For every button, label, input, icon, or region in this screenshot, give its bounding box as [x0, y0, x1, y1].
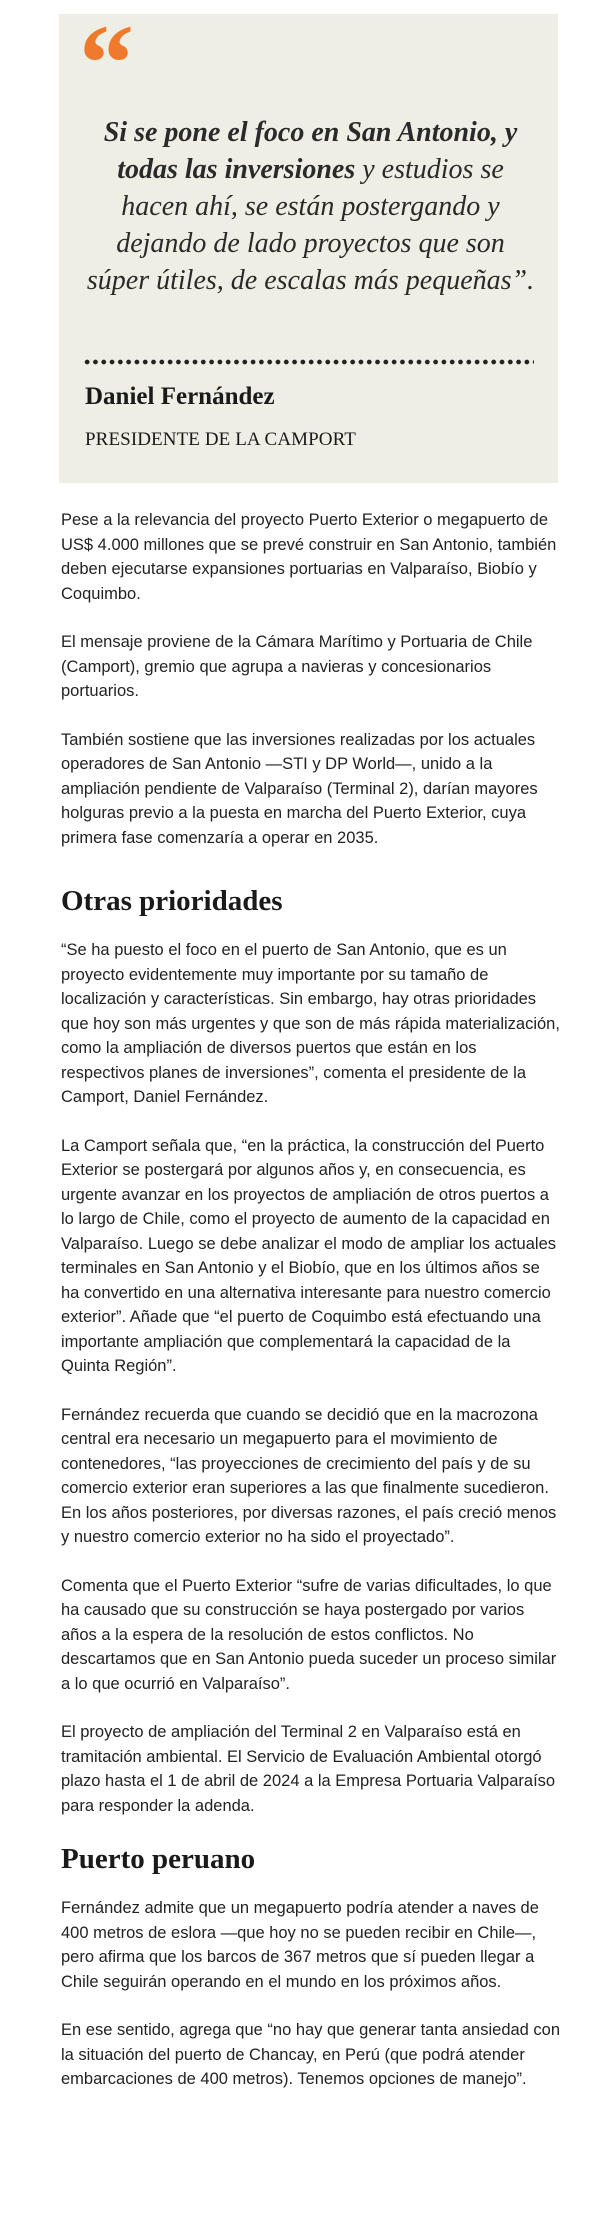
paragraph: El mensaje proviene de la Cámara Marítimo y Portuaria de Chile (Camport), gremio que agrupa a navieras y concesionarios portuarios.	[61, 633, 533, 700]
paragraph: La Camport señala que, “en la práctica, la construcción del Puerto Exterior se postergará por algunos años y, en consecuencia, es urgente avanzar en los proyectos de ampliación de otros puertos a lo largo de Chile, como el proyecto de aumento de la capacidad en Valparaíso. Luego se debe analizar el modo de ampliar los actuales terminales en San Antonio y el Biobío, que en los últimos años se ha convertido en una alternativa interesante para nuestro comercio exterior”. Añade que “el puerto de Coquimbo está efectuando una importante ampliación que complementará la capacidad de la Quinta Región”.	[61, 1136, 556, 1375]
paragraph: Fernández recuerda que cuando se decidió que en la macrozona central era necesario un megapuerto para el movimiento de contenedores, “las proyecciones de crecimiento del país y de su comercio exterior eran superiores a las que finalmente sucedieron. En los años posteriores, por diversas razones, el país creció menos y nuestro comercio exterior no ha sido el proyectado”.	[61, 1405, 557, 1546]
paragraph: Pese a la relevancia del proyecto Puerto Exterior o megapuerto de US$ 4.000 millones que se prevé construir en San Antonio, también deben ejecutarse expansiones portuarias en Valparaíso, Biobío y Coquimbo.	[61, 511, 557, 603]
quote-author: Daniel Fernández	[85, 383, 275, 410]
paragraph: “Se ha puesto el foco en el puerto de San Antonio, que es un proyecto evidentemente muy importante por su tamaño de localización y características. Sin embargo, hay otras prioridades que hoy son más urgentes y que son de más rápida materialización, como la ampliación de diversos puertos que están en los respectivos planes de inversiones”, comenta el presidente de la Camport, Daniel Fernández.	[61, 941, 560, 1106]
pull-quote-rest: y estudios se hacen ahí, se están postergando y dejando de lado proyectos que son súper útiles, de escalas más pequeñas	[86, 154, 512, 296]
paragraph: En ese sentido, agrega que “no hay que generar tanta ansiedad con la situación del puerto de Chancay, en Perú (que podrá atender embarcaciones de 400 metros). Tenemos opciones de manejo”.	[61, 2021, 561, 2088]
pull-quote-text	[83, 114, 538, 299]
paragraph: Fernández admite que un megapuerto podría atender a naves de 400 metros de eslora —que hoy no se pueden recibir en Chile—, pero afirma que los barcos de 367 metros que sí pueden llegar a Chile seguirán operando en el mundo en los próximos años.	[61, 1899, 539, 1991]
section-heading-puerto-peruano: Puerto peruano	[61, 1843, 256, 1875]
dotted-divider	[83, 358, 534, 366]
paragraph: Comenta que el Puerto Exterior “sufre de varias dificultades, lo que ha causado que su construcción se haya postergado por varios años a la espera de la resolución de estos conflictos. No descartamos que en San Antonio pueda suceder un proceso similar a lo que ocurrió en Valparaíso”.	[61, 1576, 557, 1693]
quote-author-role: PRESIDENTE DE LA CAMPORT	[85, 429, 356, 450]
pull-quote-close: ”.	[511, 265, 535, 296]
paragraph: También sostiene que las inversiones realizadas por los actuales operadores de San Antonio —STI y DP World—, unido a la ampliación pendiente de Valparaíso (Terminal 2), darían mayores holguras previo a la puesta en marcha del Puerto Exterior, cuya primera fase comenzaría a operar en 2035.	[61, 730, 538, 847]
section-heading-otras-prioridades: Otras prioridades	[61, 885, 283, 917]
pull-quote-box	[59, 2, 558, 483]
article-body	[61, 508, 561, 2116]
quote-mark-icon: “	[79, 2, 134, 124]
pull-quote-strong: Si se pone el foco en San Antonio, y todas las inversiones	[103, 117, 518, 185]
paragraph: El proyecto de ampliación del Terminal 2 en Valparaíso está en tramitación ambiental. El Servicio de Evaluación Ambiental otorgó plazo hasta el 1 de abril de 2024 a la Empresa Portuaria Valparaíso para responder la adenda.	[61, 1723, 556, 1815]
